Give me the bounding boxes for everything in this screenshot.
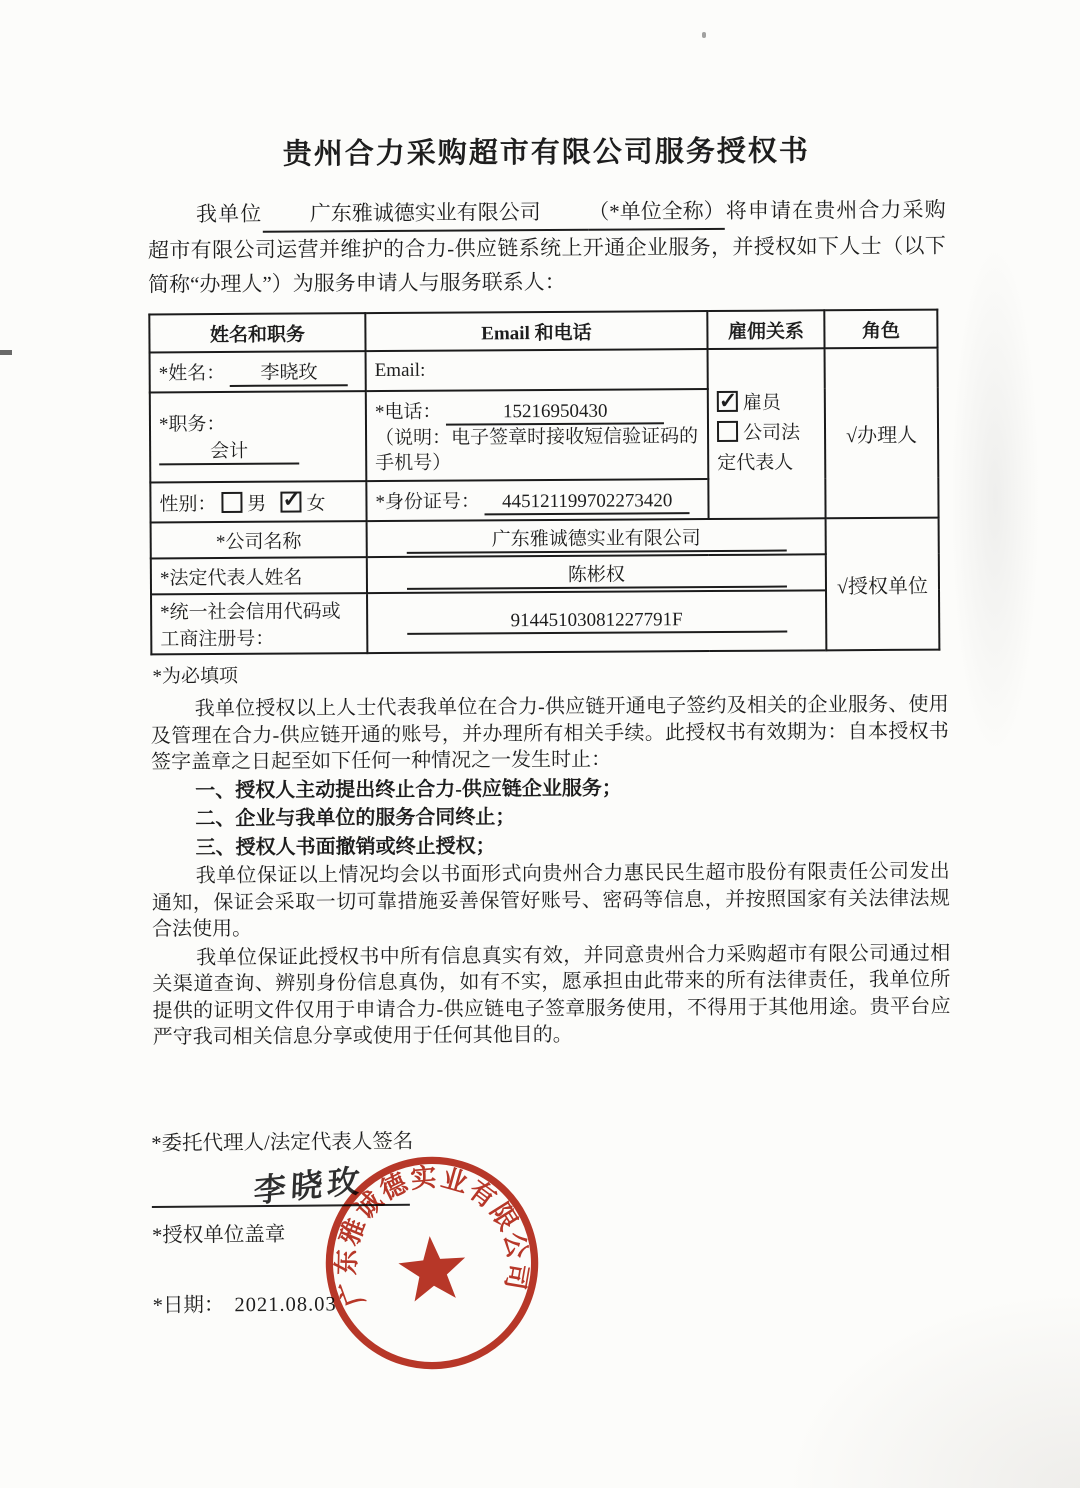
credit-code-label: *统一社会信用代码或工商注册号： xyxy=(151,593,367,654)
email-label: Email: xyxy=(374,359,426,382)
legal-rep-name-label: *法定代表人姓名 xyxy=(151,557,367,594)
header-name-duty: 姓名和职务 xyxy=(149,313,365,352)
termination-item-2: 二、企业与我单位的服务合同终止； xyxy=(195,806,516,831)
id-card-label: *身份证号： xyxy=(375,490,481,513)
page-title: 贵州合力采购超市有限公司服务授权书 xyxy=(282,135,810,171)
table-row xyxy=(151,518,939,559)
document-content xyxy=(147,128,951,1053)
legal-rep-checkbox-unchecked xyxy=(717,421,738,442)
stamp-star-icon xyxy=(396,1233,468,1302)
male-checkbox-unchecked xyxy=(221,491,242,512)
auth-table xyxy=(148,309,940,656)
scan-smudge xyxy=(780,1288,1080,1488)
role-agent-cell: √办理人 xyxy=(825,348,939,519)
stamp-label: *授权单位盖章 xyxy=(152,1223,286,1248)
check-icon: ✓ xyxy=(718,387,738,413)
company-row-value-cell xyxy=(367,518,826,557)
stamp-company-textpath: 广东雅诚德实业有限公司 xyxy=(332,1162,533,1310)
termination-item-1: 一、授权人主动提出终止合力-供应链企业服务； xyxy=(195,777,622,802)
id-card-value: 445121199702273420 xyxy=(485,490,690,515)
scan-speck xyxy=(702,32,706,38)
required-note: *为必填项 xyxy=(152,665,239,688)
gender-cell xyxy=(150,481,366,522)
header-employment: 雇佣关系 xyxy=(707,310,824,349)
phone-note: （说明：电子签章时接收短信验证码的手机号） xyxy=(375,425,699,474)
role-org-cell: √授权单位 xyxy=(826,518,940,651)
body-paragraph-1: 我单位授权以上人士代表我单位在合力-供应链开通电子签约及相关的企业服务、使用及管理在合力-供应链开通的账号，并办理所有相关手续。此授权书有效期为：自本授权书签字盖章之日起至如下任何一种情况之一发生时止： xyxy=(150,693,949,774)
body-paragraph-2: 我单位保证以上情况均会以书面形式向贵州合力惠民民生超市股份有限责任公司发出通知，保证会采取一切可靠措施妥善保管好账号、密码等信息，并按照国家有关法律法规合法使用。 xyxy=(151,860,950,941)
employee-checkbox-checked xyxy=(717,387,738,413)
name-cell xyxy=(150,351,366,392)
table-row xyxy=(150,348,938,393)
company-stamp xyxy=(308,1139,555,1388)
scan-edge-mark xyxy=(0,350,12,355)
gender-label: 性别： xyxy=(159,493,217,515)
termination-item-3: 三、授权人书面撤销或终止授权； xyxy=(195,834,496,859)
duty-value: 会计 xyxy=(159,436,299,466)
header-email-phone: Email 和电话 xyxy=(365,311,707,351)
credit-code-cell xyxy=(367,590,826,653)
company-row-label: *公司名称 xyxy=(151,521,367,558)
company-name-blank: 广东雅诚德实业有限公司 xyxy=(262,195,588,233)
scan-smudge xyxy=(950,240,1040,760)
male-label: 男 xyxy=(247,493,267,515)
female-label: 女 xyxy=(306,492,326,514)
legal-rep-label: 公司法定代表人 xyxy=(717,422,801,474)
phone-cell xyxy=(366,389,709,481)
intro-lead: 我单位 xyxy=(195,201,263,227)
date-label: *日期： xyxy=(152,1294,225,1318)
handwritten-signature: 李晓玫 xyxy=(253,1162,366,1210)
sign-label: *委托代理人/法定代表人签名 xyxy=(151,1130,414,1156)
table-row xyxy=(151,590,939,655)
name-label: *姓名： xyxy=(158,362,226,384)
duty-label: *职务： xyxy=(158,413,226,436)
check-icon: ✓ xyxy=(282,486,301,512)
company-note: （*单位全称） xyxy=(588,194,725,231)
company-row-value: 广东雅诚德实业有限公司 xyxy=(406,522,786,553)
legal-rep-name-cell xyxy=(367,554,826,593)
id-card-cell xyxy=(366,479,708,521)
legal-rep-name-value: 陈彬权 xyxy=(406,558,786,589)
table-header-row xyxy=(149,310,937,353)
phone-label: *电话： xyxy=(374,401,442,423)
employee-label: 雇员 xyxy=(742,392,781,414)
company-stamp-svg xyxy=(308,1139,555,1388)
header-role: 角色 xyxy=(824,310,937,349)
employment-cell xyxy=(708,348,826,519)
table-row xyxy=(151,554,939,595)
duty-cell xyxy=(150,391,367,482)
credit-code-value: 91445103081227791F xyxy=(407,609,787,635)
body-paragraph-3: 我单位保证此授权书中所有信息真实有效，并同意贵州合力采购超市有限公司通过相关渠道查询、辨别身份信息真伪，如有不实，愿承担由此带来的所有法律责任，我单位所提供的证明文件仅用于申请合力-供应链电子签章服务使用，不得用于其他用途。贵平台应严守我司相关信息分享或使用于任何其他目的。 xyxy=(152,942,951,1049)
date-value: 2021.08.03 xyxy=(234,1293,337,1317)
body-text xyxy=(151,692,951,1051)
phone-value: 15216950430 xyxy=(446,400,664,425)
female-checkbox-checked xyxy=(280,486,301,512)
email-cell xyxy=(366,349,708,391)
intro-rest: 将申请在贵州合力采购超市有限公司运营并维护的合力-供应链系统上开通企业服务，并授权如下人士（以下简称“办理人”）为服务申请人与服务联系人： xyxy=(147,197,946,297)
intro-paragraph xyxy=(148,193,947,302)
name-value: 李晓玫 xyxy=(230,357,348,387)
